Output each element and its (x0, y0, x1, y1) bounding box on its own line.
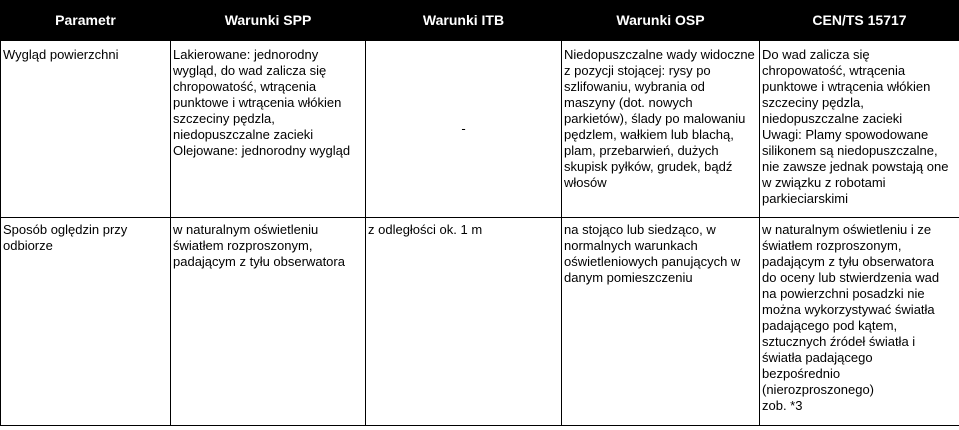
cell-text: skupisk pyłków, grudek, bądź (564, 159, 733, 174)
cell-text: światłem rozproszonym, (173, 238, 313, 253)
header-cen (760, 1, 959, 41)
header-itb-line2: ITB (481, 12, 505, 28)
cell-text: Lakierowane: jednorodny (173, 47, 319, 62)
cell-spp (171, 41, 366, 218)
cell-text: światłem rozproszonym, (762, 238, 902, 253)
header-osp-line1: Warunki (616, 12, 672, 28)
cell-text: wygląd, do wad zalicza się (173, 63, 327, 78)
cell-text: Olejowane: jednorodny wygląd (173, 143, 351, 158)
cell-text: padającego pod kątem, (762, 318, 898, 333)
cell-text: silikonem są niedopuszczalne, (762, 143, 938, 158)
cell-text: szlifowaniu, wybrania od (564, 79, 705, 94)
cell-itb (366, 41, 562, 218)
header-cen-line2: 15717 (867, 12, 907, 28)
cell-spp (171, 218, 366, 426)
cell-text: chropowatość, wtrącenia (762, 63, 906, 78)
cell-text: parkieciarskimi (762, 191, 848, 206)
cell-itb (366, 218, 562, 426)
cell-text: normalnych warunkach (564, 238, 698, 253)
header-itb-line1: Warunki (422, 12, 478, 28)
cell-text: Niedopuszczalne wady widoczne (564, 47, 755, 62)
cell-param (1, 218, 171, 426)
header-itb (366, 1, 562, 41)
cell-text: do oceny lub stwierdzenia wad (762, 270, 940, 285)
cell-text: niedopuszczalne zacieki (173, 127, 314, 142)
cell-osp (562, 41, 760, 218)
header-osp (562, 1, 760, 41)
cell-text: szczeciny pędzla, (762, 95, 864, 110)
cell-text: pędzlem, wałkiem lub blachą, (564, 127, 734, 142)
header-parametr-line1: Parametr (55, 12, 116, 28)
cell-text: (nierozproszonego) (762, 382, 875, 397)
header-spp-line2: SPP (283, 12, 312, 28)
cell-text: na stojąco lub siedząco, w (564, 222, 716, 237)
cell-text: w związku z robotami (762, 175, 886, 190)
cell-text: Sposób oględzin przy (3, 222, 128, 237)
cell-osp (562, 218, 760, 426)
cell-text: oświetleniowych panujących w (564, 254, 741, 269)
cell-text: Do wad zalicza się (762, 47, 870, 62)
cell-param (1, 41, 171, 218)
cell-text: włosów (564, 175, 607, 190)
cell-text: bezpośrednio (762, 366, 841, 381)
table-row (1, 41, 959, 218)
cell-text: nie zawsze jednak powstają one (762, 159, 949, 174)
cell-text: z odległości ok. 1 m (368, 222, 483, 237)
header-row (1, 1, 959, 41)
cell-text: plam, przebarwień, dużych (564, 143, 719, 158)
cell-text: Wygląd powierzchni (3, 47, 119, 62)
cell-text: padającym z tyłu obserwatora (762, 254, 934, 269)
cell-text: danym pomieszczeniu (564, 270, 693, 285)
cell-text: punktowe i wtrącenia włókien (173, 95, 342, 110)
cell-text: parkietów), ślady po malowaniu (564, 111, 746, 126)
cell-text: padającym z tyłu obserwatora (173, 254, 345, 269)
cell-text: maszyny (dot. nowych (564, 95, 693, 110)
cell-text: zob. *3 (762, 398, 803, 413)
header-osp-line2: OSP (675, 12, 705, 28)
cell-text: Uwagi: Plamy spowodowane (762, 127, 929, 142)
cell-text: światła padającego (762, 350, 873, 365)
table-row (1, 218, 959, 426)
cell-text: punktowe i wtrącenia włókien (762, 79, 931, 94)
cell-text: sztucznych źródeł światła i (762, 334, 916, 349)
cell-text: szczeciny pędzla, (173, 111, 275, 126)
cell-text: chropowatość, wtrącenia (173, 79, 317, 94)
header-spp (171, 1, 366, 41)
cell-text: niedopuszczalne zacieki (762, 111, 903, 126)
cell-text: na powierzchni posadzki nie (762, 286, 925, 301)
header-parametr (1, 1, 171, 41)
cell-text: można wykorzystywać światła (762, 302, 935, 317)
cell-text: w naturalnym oświetleniu (173, 222, 319, 237)
cell-text: w naturalnym oświetleniu i ze (762, 222, 932, 237)
header-cen-line1: CEN/TS (812, 12, 864, 28)
cell-text: - (461, 121, 466, 136)
cell-text: z pozycji stojącej: rysy po (564, 63, 711, 78)
cell-cen (760, 41, 959, 218)
header-spp-line1: Warunki (224, 12, 280, 28)
cell-cen (760, 218, 959, 426)
cell-text: odbiorze (3, 238, 53, 253)
